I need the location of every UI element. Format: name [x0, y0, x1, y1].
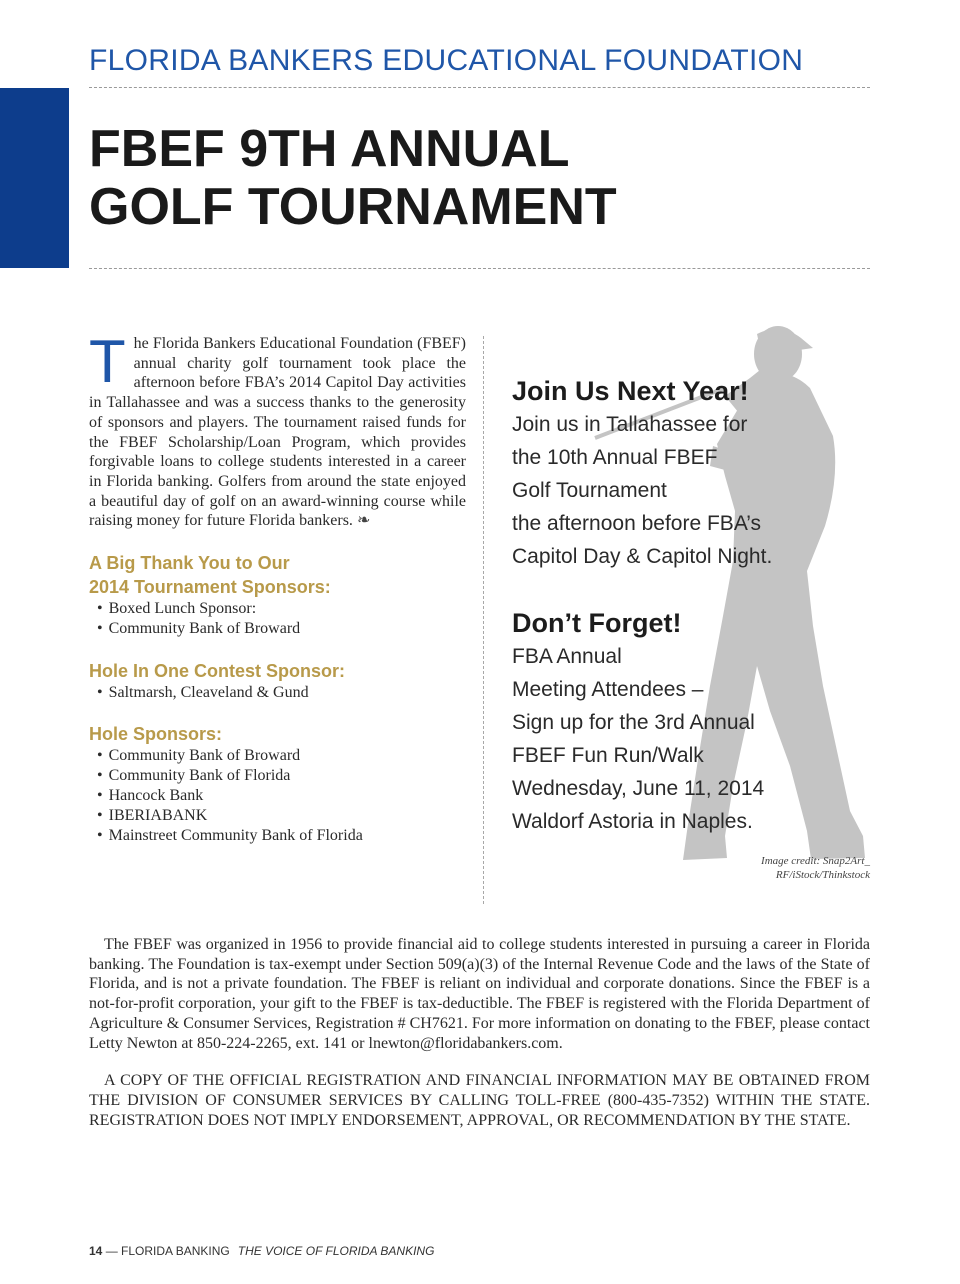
image-credit-line-1: Image credit: Snap2Art_	[761, 855, 870, 867]
lunch-sponsor-list	[89, 599, 466, 639]
join-us-heading: Join Us Next Year!	[512, 376, 749, 406]
forget-line: Waldorf Astoria in Naples.	[512, 810, 753, 833]
list-item: • Community Bank of Broward	[89, 746, 466, 766]
list-item: • Community Bank of Broward	[89, 619, 466, 639]
thank-you-heading-line-2: 2014 Tournament Sponsors:	[89, 577, 331, 598]
join-line: Golf Tournament	[512, 479, 667, 502]
end-mark-icon: ❧	[356, 512, 371, 530]
hole-in-one-list	[89, 683, 466, 703]
join-line: the afternoon before FBA’s	[512, 512, 762, 535]
footer-separator: —	[102, 1244, 122, 1258]
foundation-info	[89, 935, 870, 1130]
header-accent-bar	[0, 88, 69, 268]
join-line: Join us in Tallahassee for	[512, 413, 748, 436]
join-line: Capitol Day & Capitol Night.	[512, 545, 773, 568]
about-paragraph: The FBEF was organized in 1956 to provide financial aid to college students interested in pursuing a career in Florida banking. The Foundation is tax-exempt under Section 509(a)(3) of the Internal Revenue Code and the laws of the State of Florida, and is not a private foundation. The FBEF is reliant on individual and corporate donations. Since the FBEF is a not-for-profit corporation, your gift to the FBEF is tax-deductible. The FBEF is registered with the Florida Department of Agriculture & Consumer Services, Registration # CH7621. For more information on donating to the FBEF, please contact Letty Newton at 850-224-2265, ext. 141 or lnewton@floridabankers.com.	[89, 936, 870, 1052]
list-item: • Community Bank of Florida	[89, 766, 466, 786]
list-item: • IBERIABANK	[89, 806, 466, 826]
tournament-sponsors-section	[89, 551, 466, 639]
organization-header: FLORIDA BANKERS EDUCATIONAL FOUNDATION	[89, 44, 804, 77]
publication-name: FLORIDA BANKING	[121, 1244, 230, 1258]
forget-line: Sign up for the 3rd Annual	[512, 711, 755, 734]
intro-paragraph	[89, 328, 466, 531]
hole-sponsors-list	[89, 746, 466, 845]
callout-column	[512, 374, 862, 838]
column-divider	[483, 336, 484, 904]
list-item: • Saltmarsh, Cleaveland & Gund	[89, 683, 466, 703]
title-line-1: FBEF 9TH ANNUAL	[89, 120, 570, 178]
page-footer	[89, 1244, 434, 1258]
join-line: the 10th Annual FBEF	[512, 446, 718, 469]
dont-forget-section	[512, 606, 862, 838]
title-line-2: GOLF TOURNAMENT	[89, 178, 617, 236]
list-item: • Hancock Bank	[89, 786, 466, 806]
page-number: 14	[89, 1244, 103, 1258]
forget-line: Meeting Attendees –	[512, 678, 704, 701]
intro-text: he Florida Bankers Educational Foundation (FBEF) annual charity golf tournament took place the afternoon before FBA’s 2014 Capitol Day activities in Tallahassee and was a success thanks to the generosity of sponsors and players. The tournament raised funds for the FBEF Scholarship/Loan Program, which provides forgivable loans to college students interested in a career in Florida banking. Golfers from around the state enjoyed a beautiful day of golf on an award-winning course while raising money for future Florida bankers.	[89, 335, 466, 530]
forget-line: Wednesday, June 11, 2014	[512, 777, 765, 800]
forget-line: FBEF Fun Run/Walk	[512, 744, 704, 767]
page-title	[89, 120, 617, 236]
hole-sponsors-heading: Hole Sponsors:	[89, 724, 223, 745]
hole-sponsors-section	[89, 722, 466, 845]
drop-cap: T	[89, 328, 126, 395]
image-credit-line-2: RF/iStock/Thinkstock	[775, 869, 870, 881]
hole-in-one-section	[89, 659, 466, 703]
publication-tagline: THE VOICE OF FLORIDA BANKING	[237, 1244, 435, 1258]
dont-forget-heading: Don’t Forget!	[512, 608, 682, 638]
forget-line: FBA Annual	[512, 645, 622, 668]
list-item: • Boxed Lunch Sponsor:	[89, 599, 466, 619]
image-credit	[700, 854, 870, 882]
disclaimer-paragraph: A COPY OF THE OFFICIAL REGISTRATION AND FINANCIAL INFORMATION MAY BE OBTAINED FROM THE DIVISION OF CONSUMER SERVICES BY CALLING TOLL-FREE (800-435-7352) WITHIN THE STATE. REGISTRATION DOES NOT IMPLY ENDORSEMENT, APPROVAL, OR RECOMMENDATION BY THE STATE.	[89, 1072, 870, 1129]
hole-in-one-heading: Hole In One Contest Sponsor:	[89, 660, 346, 681]
left-column	[89, 328, 466, 845]
header-rule-bottom	[89, 268, 870, 269]
header-rule-top	[89, 87, 870, 88]
list-item: • Mainstreet Community Bank of Florida	[89, 826, 466, 846]
thank-you-heading-line-1: A Big Thank You to Our	[89, 553, 290, 574]
